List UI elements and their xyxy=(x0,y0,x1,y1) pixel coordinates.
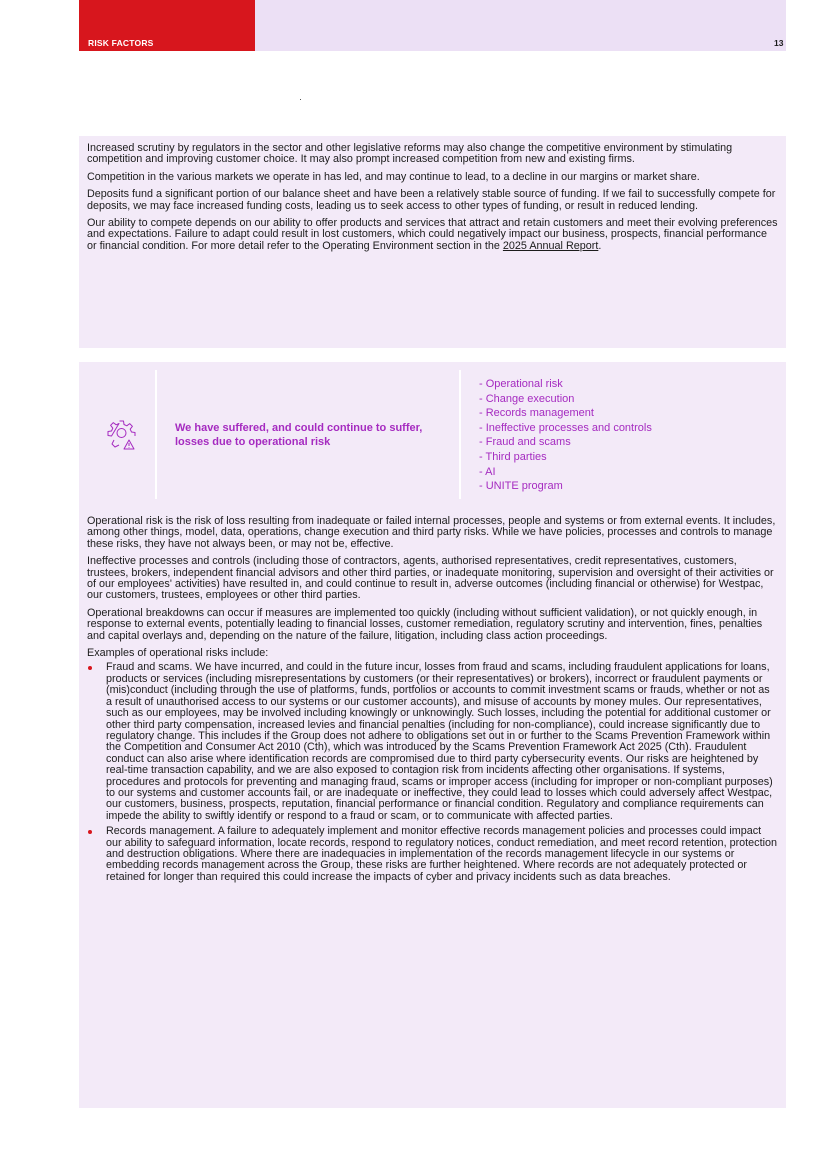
divider xyxy=(459,370,461,499)
risk-type-item: - AI xyxy=(479,465,496,478)
risk-types-list xyxy=(479,377,652,494)
risk-type-item: - Ineffective processes and controls xyxy=(479,421,652,434)
risk-type-item: - Records management xyxy=(479,407,594,420)
risk-body xyxy=(87,505,778,883)
example-text: Fraud and scams. We have incurred, and could in the future incur, losses from fraud and scams, including fraudulent applications for loans, products or services (including misrepresentations by customers (or their representatives) or brokers), incorrect or fraudulent payments or (mis)conduct (including through the use of platforms, funds, portfolios or accounts to commit investment scams or frauds, whether or not as a result of unauthorised access to our systems or our customer accounts), and misuse of accounts by money mules. Our representatives, such as our employees, may be involved including knowingly or unknowingly. Such losses, including the potential for additional customer or other third party compensation, increased levies and financial penalties (including for non-compliance), could increase significantly due to regulatory change. This includes if the Group does not adhere to obligations set out in or further to the Scams Prevention Framework within the Competition and Consumer Act 2010 (Cth), which was introduced by the Scams Prevention Framework Act 2025 (Cth). Fraudulent conduct can also arise where identification records are compromised due to third party cybersecurity events. Our risks are heightened by real-time transaction capability, and we are also exposed to contagion risk from incidents affecting other organisations. If systems, procedures and protocols for preventing and managing fraud, scams or improper access (including for improper or non-compliant purposes) to our systems and customer accounts fail, or are inadequate or ineffective, they could lead to losses which could adversely affect Westpac, our customers, business, prospects, reputation, financial performance or financial condition. Regulatory and compliance requirements can impede the ability to swiftly identify or respond to a fraud or scam, or to communicate with affected parties. xyxy=(106,661,773,822)
risk-header xyxy=(87,362,778,505)
examples-list xyxy=(87,662,778,883)
gear-warning-icon xyxy=(107,418,137,450)
competition-paragraph: Increased scrutiny by regulators in the sector and other legislative reforms may also change the competitive environment by stimulating competition and improving customer choice. It may also prompt increased competition from new and existing firms. xyxy=(87,142,733,166)
paragraph-text: Our ability to compete depends on our ability to offer products and services that attract and retain customers and meet their evolving preferences and expectations. Failure to adapt could result in lost customers, which could negatively impact our business, prospects, financial performance or financial condition. For more detail refer to the Operating Environment section in the xyxy=(87,217,778,252)
risk-type-item: - Change execution xyxy=(479,392,575,405)
risk-type-item: - Third parties xyxy=(479,450,547,463)
list-item xyxy=(87,826,778,883)
list-item xyxy=(87,662,778,822)
bullet-icon xyxy=(88,830,92,834)
risk-paragraph: Operational breakdowns can occur if measures are implemented too quickly (including without sufficient validation), or not quickly enough, in response to external events, potentially leading to financial losses, customer remediation, regulatory scrutiny and intervention, fines, penalties and capital overlays and, depending on the nature of the failure, litigation, including class action proceedings. xyxy=(87,606,763,642)
paragraph-end: . xyxy=(598,239,602,252)
competition-paragraph: Deposits fund a significant portion of our balance sheet and have been a relatively stable source of funding. If we fail to successfully compete for deposits, we may face increased funding costs, leading us to seek access to other types of funding, or result in reduced lending. xyxy=(87,188,776,212)
annual-report-link[interactable]: 2025 Annual Report xyxy=(502,239,599,252)
risk-title: We have suffered, and could continue to suffer, losses due to operational risk xyxy=(175,422,423,448)
divider xyxy=(155,370,157,499)
competition-panel xyxy=(79,136,786,348)
bullet-icon xyxy=(88,666,92,670)
page-number: 13 xyxy=(774,38,784,48)
risk-type-item: - Operational risk xyxy=(479,378,563,390)
risk-paragraph: Ineffective processes and controls (including those of contractors, agents, authorised representatives, credit representatives, customers, trustees, brokers, independent financial advisors and other third parties, or inadequate monitoring, supervision and oversight of their activities or of our employees' activities) have resulted in, and could continue to result in, adverse outcomes (including financial or otherwise) for Westpac, our customers, trustees, employees or other third parties. xyxy=(87,555,774,602)
competition-paragraph-with-link xyxy=(87,218,778,252)
risk-paragraph: Operational risk is the risk of loss resulting from inadequate or failed internal processes, people and systems or from external events. It includes, among other things, model, data, operations, change execution and third party risks. While we have policies, processes and controls to manage these risks, they have not always been, or may not be, effective. xyxy=(87,515,776,550)
section-title: RISK FACTORS xyxy=(88,38,154,48)
operational-risk-panel xyxy=(79,362,786,1108)
risk-type-item: - UNITE program xyxy=(479,480,563,493)
risk-type-item: - Fraud and scams xyxy=(479,436,571,449)
stray-mark xyxy=(300,99,301,100)
competition-paragraph: Competition in the various markets we operate in has led, and may continue to lead, to a decline in our margins or market share. xyxy=(87,170,700,183)
examples-intro: Examples of operational risks include: xyxy=(87,647,269,660)
example-text: Records management. A failure to adequately implement and monitor effective records management policies and processes could impact our ability to safeguard information, locate records, respond to regulatory notices, conduct remediation, and meet record retention, protection and destruction obligations. Where there are inadequacies in implementation of the records management lifecycle in our systems or embedding records management across the Group, these risks are further heightened. Where records are not adequately protected or retained for longer than required this could increase the impacts of cyber and privacy incidents such as data breaches. xyxy=(106,825,777,883)
